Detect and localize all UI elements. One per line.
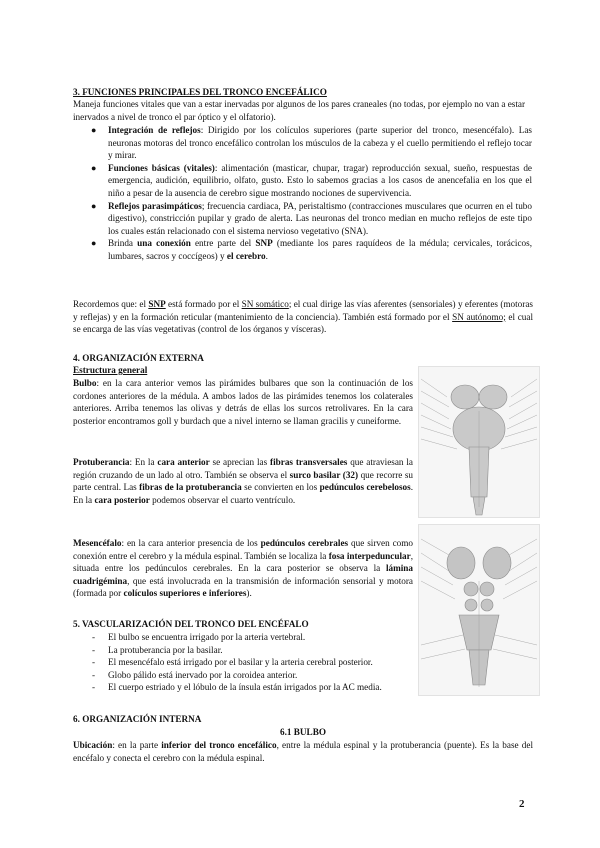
section-5-title: 5. VASCULARIZACIÓN DEL TRONCO DEL ENCÉFALO <box>73 619 309 629</box>
bullet-reflejos: ● Integración de reflejos: Dirigido por los colículos superiores (parte superior del tronco, mesencéfalo). Las neuronas motoras del tronco encefálico controlan los músculos de la cabeza y el cuello permitiendo el reflejo tocar y mirar. <box>91 125 532 161</box>
bullet-icon: ● <box>91 162 97 173</box>
section-3-bullets <box>91 124 532 263</box>
list-item: - El mesencéfalo está irrigado por el basilar y la arteria cerebral posterior. <box>92 657 373 668</box>
brainstem-anterior-illustration <box>419 367 539 517</box>
page-number: 2 <box>519 798 525 810</box>
list-item: - El cuerpo estriado y el lóbulo de la ínsula están irrigados por la AC media. <box>92 682 382 693</box>
section-3-title: 3. FUNCIONES PRINCIPALES DEL TRONCO ENCEFÁLICO <box>73 87 327 97</box>
bullet-parasimpaticos: ● Reflejos parasimpáticos; frecuencia cardiaca, PA, peristaltismo (contracciones musculares que ocurren en el tubo digestivo), constricción pupilar y grado de alerta. Las neuronas del tronco median en mucho reflejos de este tipo los cuales están relacionado con el sistema nervioso vegetativo (SNA). <box>91 200 532 236</box>
list-item: - La protuberancia por la basilar. <box>92 644 223 655</box>
section-6-title: 6. ORGANIZACIÓN INTERNA <box>73 714 202 724</box>
bullet-icon: ● <box>91 200 97 211</box>
bulbo-paragraph: Bulbo: en la cara anterior vemos las pirámides bulbares que son la continuación de los cordones anteriores de la médula. A ambos lados de las pirámides tenemos los colaterales anteriores. Arriba tenemos las olivas y detrás de ellas los surcos retrolivares. En la cara posterior encontramos goll y burdach que a nivel interno se llaman gracilis y cuneiforme. <box>73 378 413 426</box>
list-item: - El bulbo se encuentra irrigado por la arteria vertebral. <box>92 632 306 642</box>
mesencefalo-paragraph: Mesencéfalo: en la cara anterior presencia de los pedúnculos cerebrales que sirven como conexión entre el cerebro y la médula espinal. También se localiza la fosa interpeduncular, situada entre los pedúnculos cerebrales. En la cara posterior se observa la lámina cuadrigémina, que está involucrada en la transmisión de información sensorial y motora (formada por colículos superiores e inferiores). <box>73 538 413 599</box>
section-4-title: 4. ORGANIZACIÓN EXTERNA <box>73 353 204 363</box>
section-5-list <box>92 631 508 694</box>
section-6-subtitle: 6.1 BULBO <box>280 727 326 737</box>
section-3-recall: Recordemos que: el SNP está formado por el SN somático; el cual dirige las vías aferentes (sensoriales) y eferentes (motoras y reflejas) y en la formación reticular (mantenimiento de la conciencia). También está formado por el SN autónomo; el cual se encarga de las vías vegetativas (control de los órganos y vísceras). <box>73 299 533 335</box>
section-3-intro: Maneja funciones vitales que van a estar inervadas por algunos de los pares craneales (no todas, por ejemplo no van a estar inervados a nivel de tronco el par óptico y el olfatorio). <box>73 99 526 122</box>
bullet-icon: ● <box>91 125 97 135</box>
brainstem-anterior-figure <box>418 366 540 518</box>
list-item: - Globo pálido está inervado por la coroidea anterior. <box>92 669 298 680</box>
bullet-conexion: ● Brinda una conexión entre parte del SNP (mediante los pares raquídeos de la médula; cervicales, torácicos, lumbares, sacros y coccígeos) y el cerebro. <box>91 238 532 261</box>
bullet-icon: ● <box>91 238 97 249</box>
ubicacion-paragraph: Ubicación: en la parte inferior del tronco encefálico, entre la médula espinal y la protuberancia (puente). Es la base del encéfalo y conecta el cerebro con la médula espinal. <box>73 740 534 763</box>
section-4-subtitle: Estructura general <box>73 365 148 375</box>
protuberancia-paragraph: Protuberancia: En la cara anterior se aprecian las fibras transversales que atraviesan la región cruzando de un lado al otro. También se observa el surco basilar (32) que recorre su parte central. Las fibras de la protuberancia se convierten en los pedúnculos cerebelosos. En la cara posterior podemos observar el cuarto ventrículo. <box>73 457 414 505</box>
bullet-funciones: ● Funciones básicas (vitales): alimentación (masticar, chupar, tragar) reproducción sexual, sueño, respuestas de emergencia, audición, equilibrio, olfato, gusto. Esto lo sabemos gracias a los casos de anencefalia en los que el niño a pesar de la ausencia de cerebro sigue mostrando nociones de supervivencia. <box>91 162 532 198</box>
